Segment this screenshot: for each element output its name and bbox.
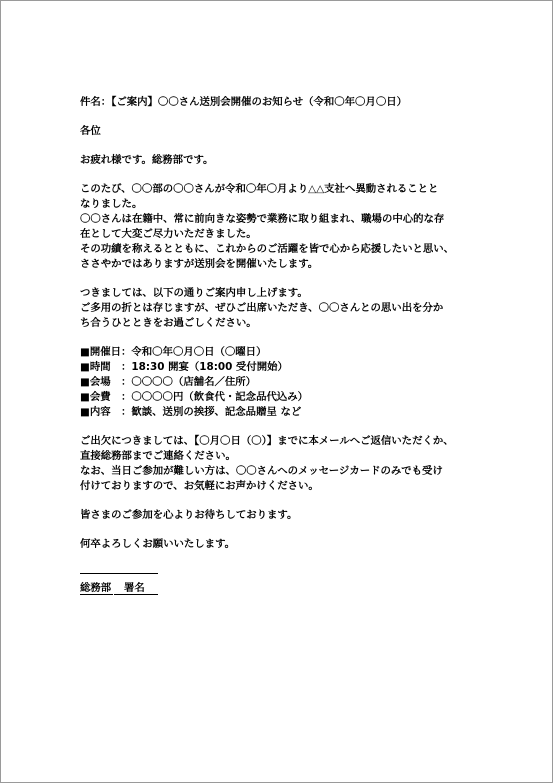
invite-line: つきましては、以下の通りご案内申し上げます。: [80, 287, 308, 299]
detail-time: ■時間 ：18:30 開宴（18:00 受付開始）: [80, 361, 288, 373]
invite-line: ち合うひとときをお過ごしください。: [80, 317, 257, 329]
signature-block: [80, 581, 500, 596]
detail-date: ■開催日：令和〇年〇月〇日（〇曜日）: [80, 346, 267, 358]
email-body: [80, 95, 500, 596]
signature-dept: 総務部: [80, 582, 112, 594]
closing-line: 皆さまのご参加を心よりお待ちしております。: [80, 509, 298, 521]
detail-venue: ■会場 ：〇〇〇〇（店舗名／住所）: [80, 376, 257, 388]
divider: [80, 573, 158, 574]
reply-line: 直接総務部までご連絡ください。: [80, 450, 236, 462]
reply-line: ご出欠につきましては、【〇月〇日（〇）】までに本メールへご返信いただくか、: [80, 435, 454, 447]
signature-name: 署名: [124, 582, 145, 594]
intro-line: ささやかではありますが送別会を開催いたします。: [80, 258, 319, 270]
intro-paragraph: [80, 182, 500, 272]
invite-paragraph: [80, 286, 500, 331]
intro-line: なりました。: [80, 198, 143, 210]
divider: [80, 594, 113, 595]
subject-line: 件名：【ご案内】〇〇さん送別会開催のお知らせ（令和〇年〇月〇日）: [80, 96, 407, 108]
reply-paragraph: [80, 434, 500, 494]
event-details: [80, 345, 500, 420]
reply-line: 付けておりますので、お気軽にお声かけください。: [80, 480, 319, 492]
intro-line: このたび、〇〇部の〇〇さんが令和〇年〇月より△△支社へ異動されることと: [80, 183, 439, 195]
reply-line: なお、当日ご参加が難しい方は、〇〇さんへのメッセージカードのみでも受け: [80, 465, 443, 477]
detail-fee: ■会費 ：〇〇〇〇円（飲食代・記念品代込み）: [80, 391, 309, 403]
detail-content: ■内容 ：歓談、送別の挨拶、記念品贈呈 など: [80, 406, 302, 418]
greeting: お疲れ様です。総務部です。: [80, 154, 214, 166]
closing-line: 何卒よろしくお願いいたします。: [80, 538, 236, 550]
intro-line: 在として大変ご尽力いただきました。: [80, 228, 257, 240]
signature-top-rule: [80, 566, 500, 581]
divider: [114, 594, 158, 595]
invite-line: ご多用の折とは存じますが、ぜひご出席いただき、〇〇さんとの思い出を分か: [80, 302, 444, 314]
intro-line: その功績を称えるとともに、これからのご活躍を皆で心から応援したいと思い、: [80, 243, 455, 255]
intro-line: 〇〇さんは在籍中、常に前向きな姿勢で業務に取り組まれ、職場の中心的な存: [80, 213, 445, 225]
salutation: 各位: [80, 125, 101, 137]
